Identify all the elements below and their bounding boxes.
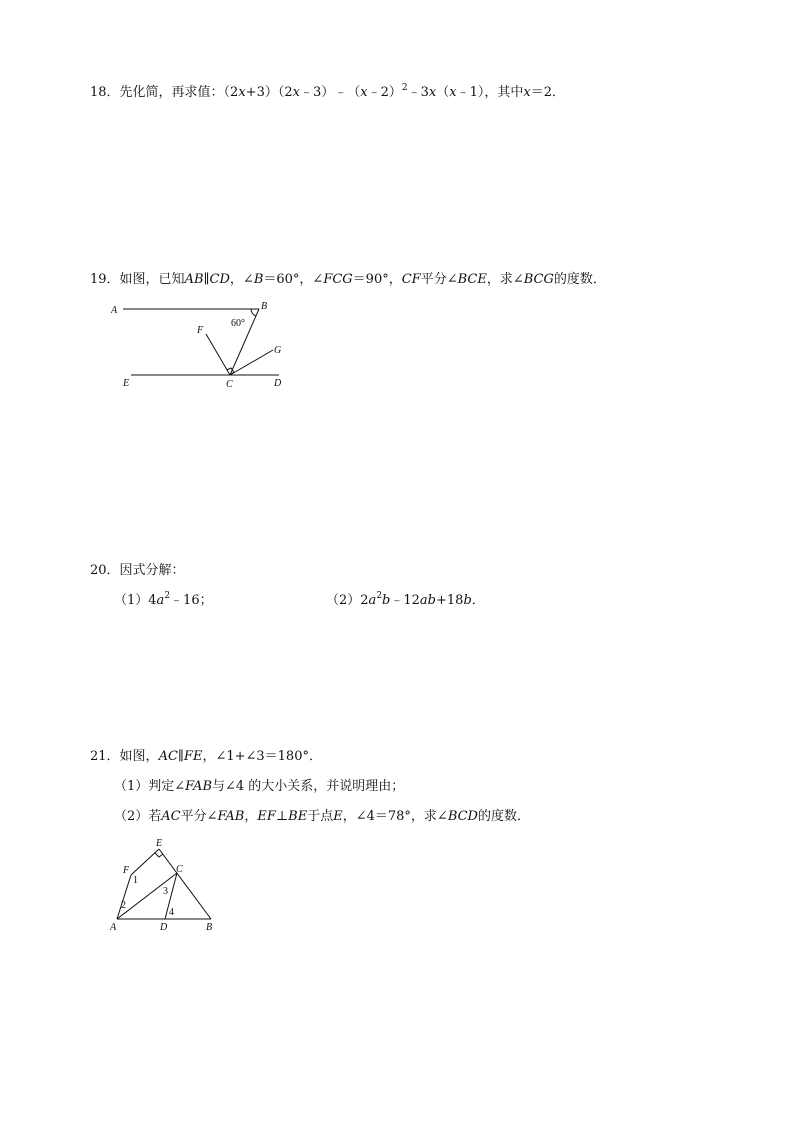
angle-2-label: 2 — [121, 900, 126, 911]
question-text: （1）判定∠ — [114, 779, 186, 794]
label-d: D — [160, 922, 168, 933]
angle-3-label: 3 — [163, 886, 168, 897]
parallel-symbol: ∥ — [203, 272, 210, 287]
segment-af — [117, 875, 131, 919]
angle-label: FCG — [323, 272, 353, 287]
point-label: E — [333, 809, 343, 824]
variable: x — [238, 85, 246, 100]
question-text: ＝90°， — [352, 272, 402, 287]
question-text: ，∠1+∠3＝180°． — [202, 749, 322, 764]
question-20-part-2 — [326, 592, 485, 610]
label-e: E — [156, 838, 163, 849]
question-21-part-1 — [114, 778, 404, 796]
question-number: 19． — [90, 272, 120, 287]
question-text: 先化简，再求值：（2 — [119, 85, 239, 100]
angle-label: B — [253, 272, 264, 287]
variable: x — [449, 85, 457, 100]
perpendicular-symbol: ⊥ — [275, 809, 289, 824]
segment-label: CD — [209, 272, 230, 287]
question-18 — [90, 84, 565, 102]
angle-label: BCD — [447, 809, 478, 824]
label-c: C — [176, 864, 183, 875]
figure-21 — [105, 835, 225, 935]
variable: ab — [419, 593, 436, 608]
question-text: 因式分解： — [119, 563, 185, 578]
question-21 — [90, 748, 322, 766]
variable: a — [156, 593, 165, 608]
question-19 — [90, 271, 606, 289]
angle-label: BCG — [523, 272, 554, 287]
question-20-part-1 — [114, 592, 213, 610]
question-text: +3）（2 — [245, 85, 293, 100]
label-f: F — [123, 865, 130, 876]
question-21-part-2 — [114, 808, 530, 826]
label-b: B — [206, 922, 213, 933]
segment-eb — [159, 849, 211, 919]
question-text: 的度数． — [553, 272, 606, 287]
question-text: ＝60°，∠ — [263, 272, 324, 287]
segment-label: CF — [401, 272, 421, 287]
label-c: C — [226, 379, 233, 390]
variable: b — [463, 593, 472, 608]
label-a: A — [110, 922, 117, 933]
angle-label: FAB — [185, 779, 213, 794]
question-text: 平分∠ — [180, 809, 218, 824]
angle-label: FAB — [217, 809, 245, 824]
segment-fe — [131, 849, 159, 875]
question-number: 18． — [90, 85, 120, 100]
label-d: D — [274, 378, 282, 389]
variable: x — [523, 85, 531, 100]
expression: ﹣12 — [390, 593, 420, 608]
question-text: （2）若 — [114, 809, 162, 824]
question-number: 20． — [90, 563, 120, 578]
label-a: A — [111, 305, 118, 316]
variable: b — [382, 593, 391, 608]
exponent: 2 — [376, 591, 383, 601]
question-text: 于点 — [307, 809, 334, 824]
segment-label: AC — [158, 749, 178, 764]
question-text: ﹣2） — [367, 85, 402, 100]
segment-label: BE — [288, 809, 308, 824]
question-number: 21． — [90, 749, 120, 764]
question-text: 的度数． — [477, 809, 530, 824]
segment-cg — [230, 350, 273, 375]
angle-60-label: 60° — [231, 318, 245, 329]
question-text: ，求∠ — [486, 272, 524, 287]
angle-arc-b — [251, 309, 256, 316]
question-text: 如图，已知 — [119, 272, 185, 287]
figure-19 — [105, 298, 305, 393]
label-b: B — [261, 301, 268, 312]
angle-label: BCE — [457, 272, 487, 287]
question-text: 平分∠ — [420, 272, 458, 287]
question-text: （ — [436, 85, 450, 100]
variable: x — [428, 85, 437, 100]
question-text: ﹣3）﹣（ — [299, 85, 361, 100]
question-text: ，∠ — [229, 272, 254, 287]
question-text: ，∠4＝78°，求∠ — [342, 809, 448, 824]
question-text: 与∠4 的大小关系，并说明理由； — [212, 779, 405, 794]
label-e: E — [123, 378, 130, 389]
segment-label: AB — [184, 272, 204, 287]
question-text: ＝2． — [530, 85, 565, 100]
question-text: ﹣1），其中 — [456, 85, 524, 100]
variable: a — [368, 593, 377, 608]
question-text: ﹣3 — [407, 85, 429, 100]
segment-cf — [206, 334, 230, 375]
label-f: F — [197, 325, 204, 336]
label-g: G — [274, 345, 282, 356]
segment-label: AC — [161, 809, 181, 824]
question-20 — [90, 562, 185, 580]
angle-4-label: 4 — [169, 907, 174, 918]
expression: +18 — [436, 593, 464, 608]
expression: （1）4 — [114, 593, 157, 608]
segment-label: EF — [257, 809, 276, 824]
exponent: 2 — [401, 83, 408, 93]
expression: （2）2 — [326, 593, 369, 608]
question-text: ， — [244, 809, 258, 824]
expression: ． — [471, 593, 485, 608]
segment-ac — [117, 873, 177, 919]
segment-label: FE — [183, 749, 203, 764]
angle-1-label: 1 — [133, 875, 138, 886]
expression: ﹣16； — [170, 593, 213, 608]
parallel-symbol: ∥ — [177, 749, 184, 764]
variable: x — [360, 85, 368, 100]
variable: x — [292, 85, 300, 100]
question-text: 如图， — [119, 749, 159, 764]
exponent: 2 — [164, 591, 171, 601]
